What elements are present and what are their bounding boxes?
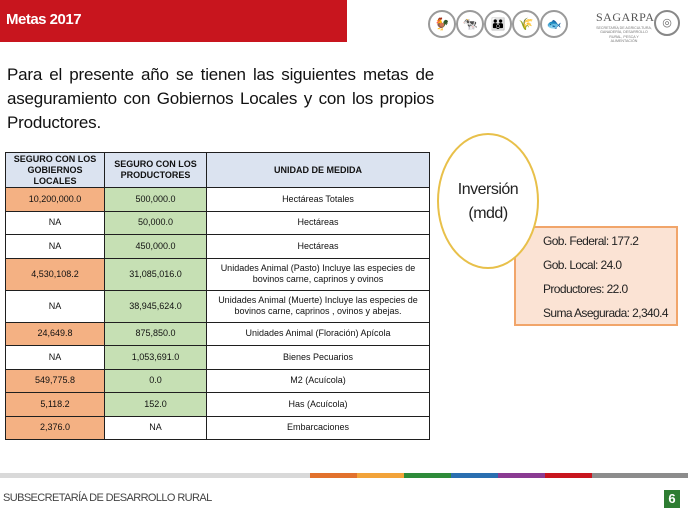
- footer-stripe: [451, 473, 498, 478]
- footer-stripe: [404, 473, 451, 478]
- page-number: 6: [664, 490, 680, 508]
- cow-icon: 🐄: [456, 10, 484, 38]
- page-title: Metas 2017: [6, 11, 82, 28]
- cell-prod: 0.0: [105, 369, 207, 393]
- cell-gob: NA: [6, 211, 105, 235]
- intro-text: Para el presente año se tienen las siguientes metas de aseguramiento con Gobiernos Locales y con los propios Productores.: [7, 65, 434, 132]
- sagarpa-logo: [596, 10, 655, 44]
- investment-circle: [437, 133, 539, 269]
- table-row: [6, 211, 430, 235]
- footer-stripe-gray: [0, 473, 310, 478]
- cell-gob: 10,200,000.0: [6, 188, 105, 212]
- investment-local: Gob. Local: 24.0: [543, 258, 622, 272]
- header-gob: SEGURO CON LOS GOBIERNOS LOCALES: [6, 153, 105, 188]
- logo-text: SAGARPA: [596, 10, 655, 24]
- cell-prod: NA: [105, 416, 207, 440]
- table-row: [6, 346, 430, 370]
- table-row: [6, 369, 430, 393]
- footer-stripe: [357, 473, 404, 478]
- table-row: [6, 290, 430, 322]
- table-row: [6, 416, 430, 440]
- header-unit: UNIDAD DE MEDIDA: [207, 153, 430, 188]
- cell-gob: NA: [6, 290, 105, 322]
- footer-stripe: [310, 473, 357, 478]
- cell-gob: 2,376.0: [6, 416, 105, 440]
- cell-unit: Unidades Animal (Muerte) Incluye las especies de bovinos carne, caprinos , ovinos y abejas.: [207, 290, 430, 322]
- cell-unit: Bienes Pecuarios: [207, 346, 430, 370]
- cell-unit: M2 (Acuícola): [207, 369, 430, 393]
- cell-gob: NA: [6, 346, 105, 370]
- cell-prod: 50,000.0: [105, 211, 207, 235]
- cell-prod: 500,000.0: [105, 188, 207, 212]
- rooster-icon: 🐓: [428, 10, 456, 38]
- investment-producers: Productores: 22.0: [543, 282, 628, 296]
- cell-prod: 152.0: [105, 393, 207, 417]
- cell-unit: Has (Acuícola): [207, 393, 430, 417]
- footer-stripe: [498, 473, 545, 478]
- cell-unit: Embarcaciones: [207, 416, 430, 440]
- cell-gob: 549,775.8: [6, 369, 105, 393]
- investment-insured-sum: Suma Asegurada: 2,340.4: [543, 306, 668, 320]
- header-prod: SEGURO CON LOS PRODUCTORES: [105, 153, 207, 188]
- family-icon: 👪: [484, 10, 512, 38]
- table-row: [6, 258, 430, 290]
- footer-stripe: [545, 473, 592, 478]
- cell-unit: Hectáreas: [207, 211, 430, 235]
- cell-prod: 31,085,016.0: [105, 258, 207, 290]
- cell-prod: 1,053,691.0: [105, 346, 207, 370]
- cell-prod: 38,945,624.0: [105, 290, 207, 322]
- footer-stripe: [592, 473, 688, 478]
- table-header-row: [6, 153, 430, 188]
- cell-unit: Hectáreas Totales: [207, 188, 430, 212]
- title-bar: [0, 0, 347, 42]
- cell-prod: 450,000.0: [105, 235, 207, 259]
- cell-prod: 875,850.0: [105, 322, 207, 346]
- table-row: [6, 322, 430, 346]
- cell-unit: Unidades Animal (Pasto) Incluye las especies de bovinos carne, caprinos y ovinos: [207, 258, 430, 290]
- investment-title: Inversión: [457, 181, 519, 198]
- wheat-icon: 🌾: [512, 10, 540, 38]
- goals-table: [5, 152, 430, 440]
- fish-icon: 🐟: [540, 10, 568, 38]
- investment-unit: (mdd): [468, 205, 508, 222]
- cell-unit: Unidades Animal (Floración) Apícola: [207, 322, 430, 346]
- investment-breakdown-box: [514, 226, 678, 326]
- cell-gob: 5,118.2: [6, 393, 105, 417]
- table-row: [6, 235, 430, 259]
- cell-gob: NA: [6, 235, 105, 259]
- investment-federal: Gob. Federal: 177.2: [543, 234, 639, 248]
- table-row: [6, 188, 430, 212]
- logo-subtitle: SECRETARÍA DE AGRICULTURA, GANADERÍA, DESARROLLO RURAL, PESCA Y ALIMENTACIÓN: [596, 26, 652, 44]
- cell-gob: 24,649.8: [6, 322, 105, 346]
- table-row: [6, 393, 430, 417]
- national-seal-icon: ◎: [654, 10, 680, 36]
- cell-unit: Hectáreas: [207, 235, 430, 259]
- cell-gob: 4,530,108.2: [6, 258, 105, 290]
- footer-text: SUBSECRETARÍA DE DESARROLLO RURAL: [3, 492, 212, 504]
